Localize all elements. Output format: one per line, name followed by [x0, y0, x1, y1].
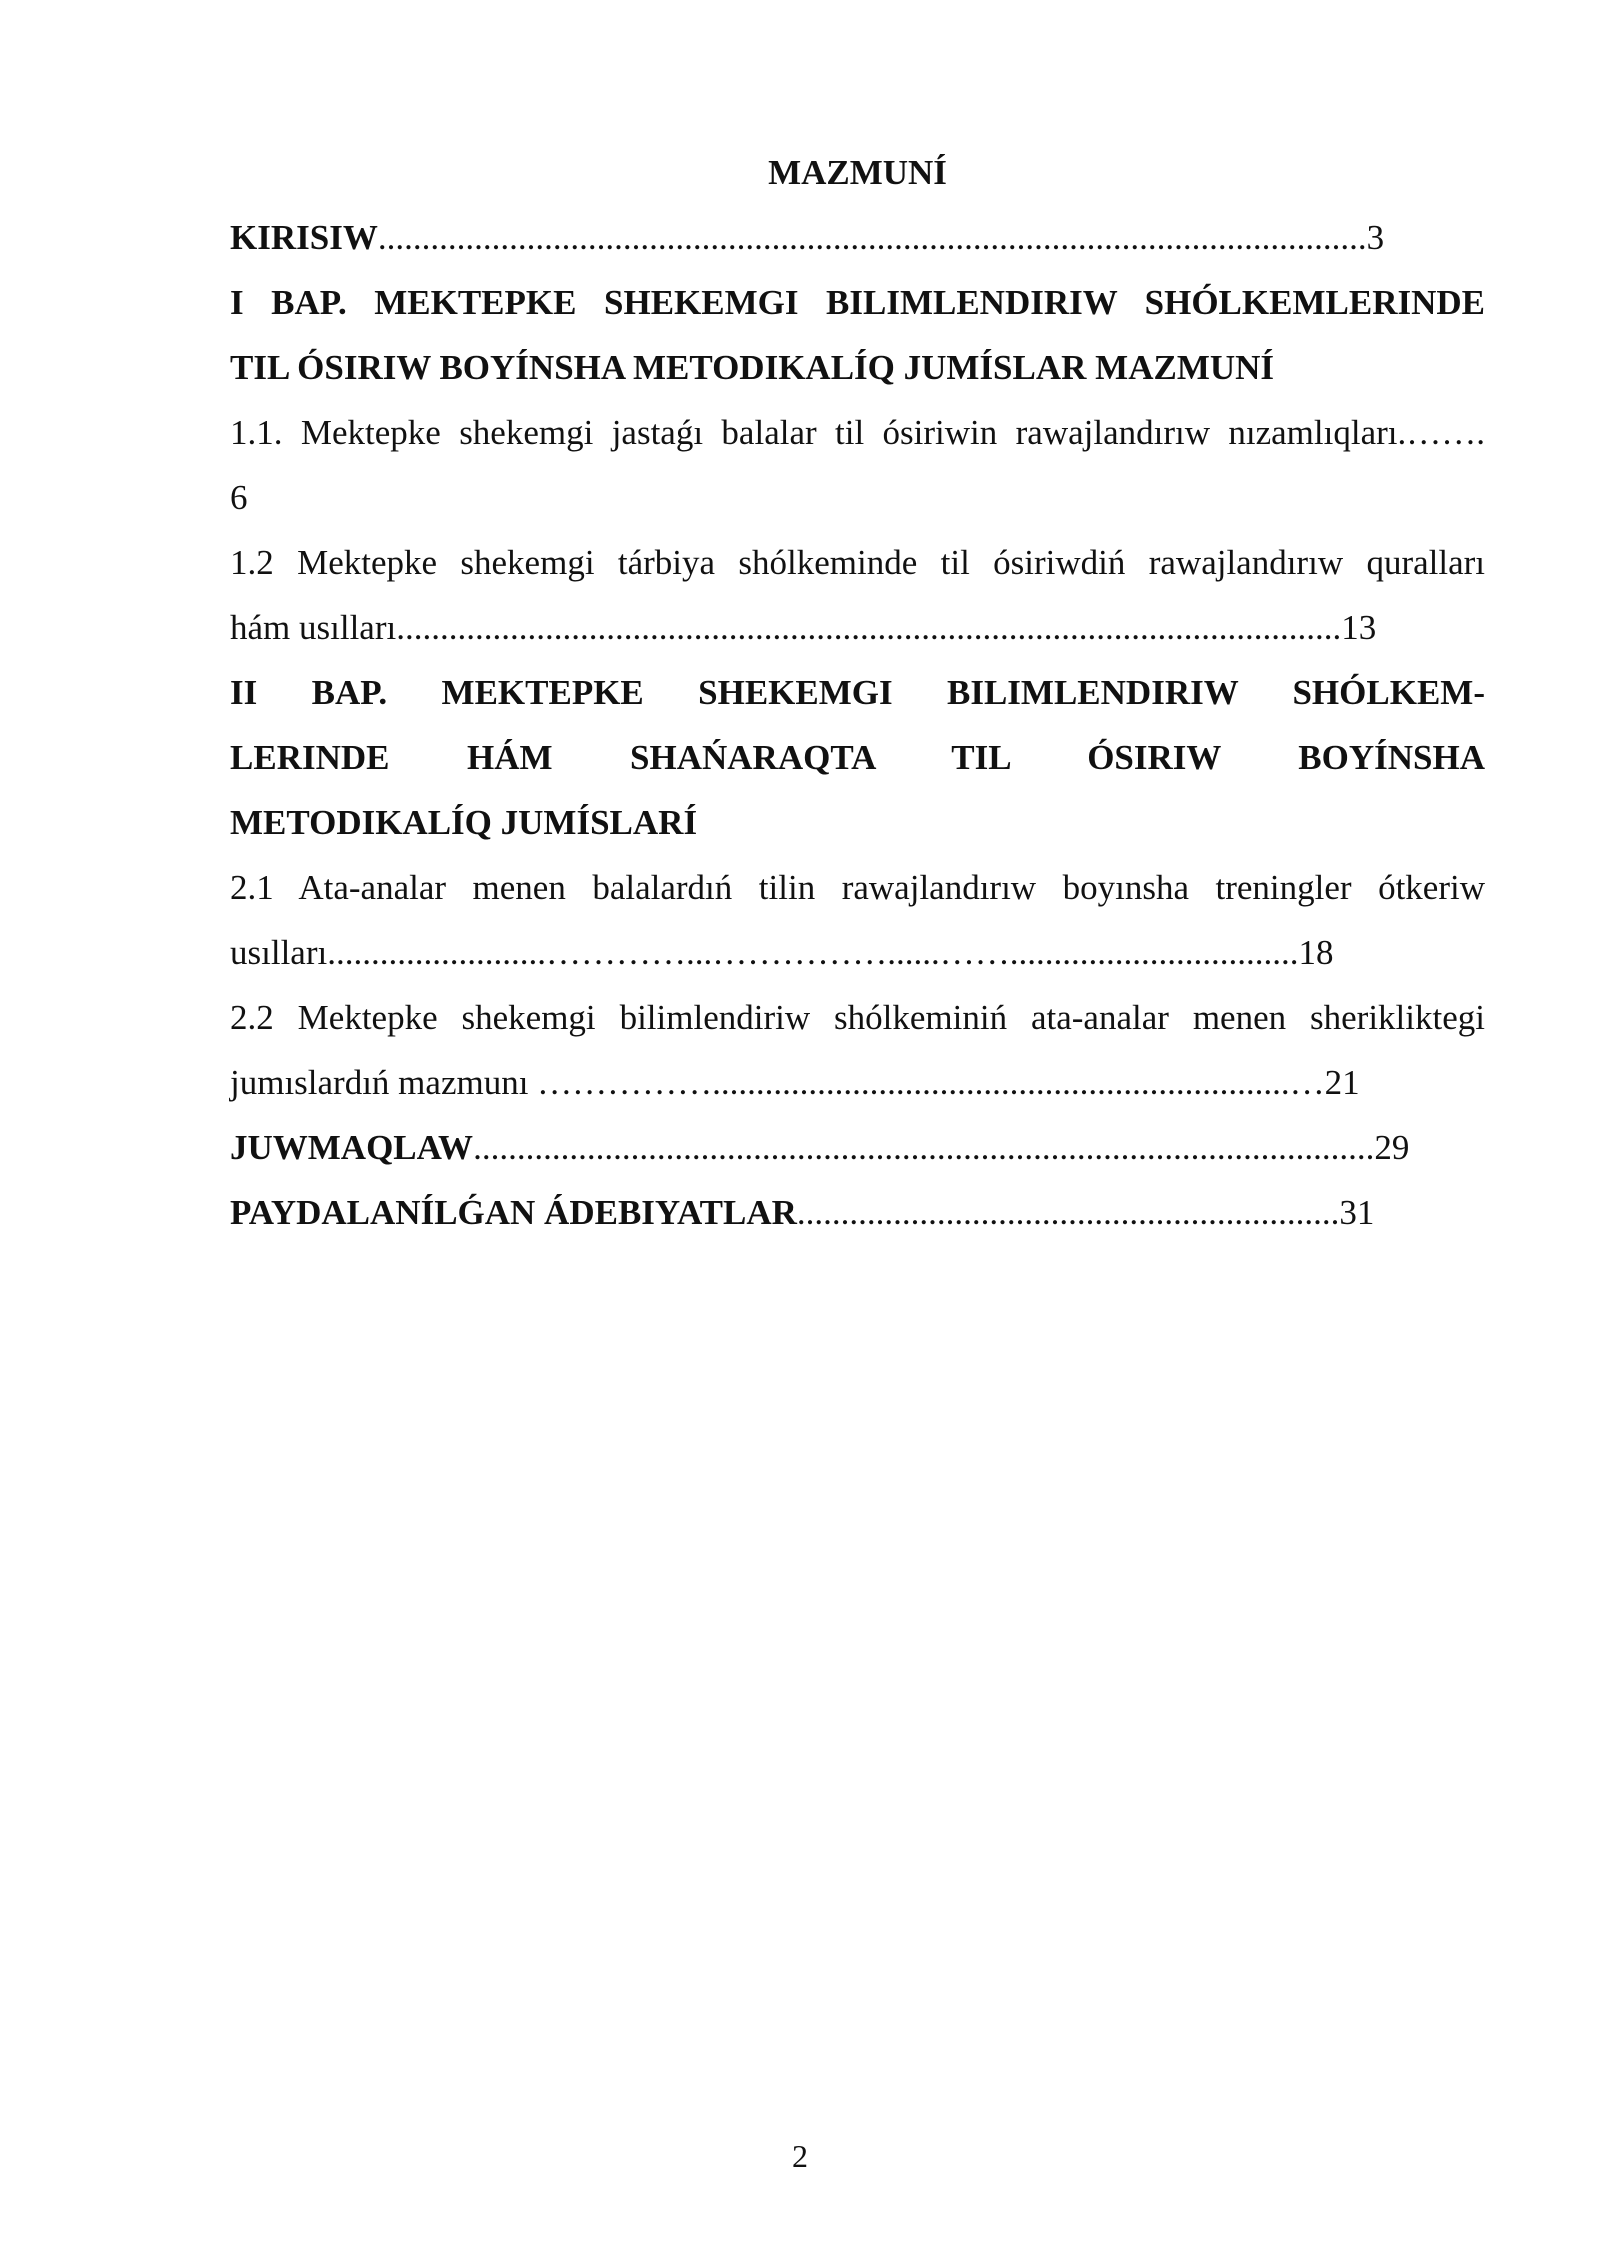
- toc-section-2-1-line-2: usılları.........................…………...……………......…….................................18: [230, 933, 1334, 972]
- toc-entry-conclusion-leader: .......................................................................................................29: [473, 1128, 1410, 1167]
- toc-section-1-1-line-1: 1.1. Mektepke shekemgi jastaǵı balalar til ósiriwin rawajlandırıw nızamlıqları.…….: [230, 413, 1485, 452]
- toc-chapter-2-line-3: METODIKALÍQ JUMÍSLARÍ: [230, 803, 698, 842]
- toc-entry-conclusion: [230, 1115, 1485, 1180]
- toc-chapter-1-line-1: I BAP. MEKTEPKE SHEKEMGI BILIMLENDIRIW SHÓLKEMLERINDE: [230, 283, 1485, 322]
- page-number: 2: [792, 2138, 808, 2174]
- toc-entry-introduction: [230, 205, 1485, 270]
- toc-section-2-2-line-2: jumıslardıń mazmunı ……………..................................................................…21: [230, 1063, 1360, 1102]
- table-of-contents: [230, 140, 1485, 1245]
- toc-chapter-2-line-2: LERINDE HÁM SHAŃARAQTA TIL ÓSIRIW BOYÍNSHA: [230, 738, 1485, 777]
- toc-entry-conclusion-label: JUWMAQLAW: [230, 1128, 474, 1167]
- toc-section-1-2-line-2: hám usılları............................................................................................................13: [230, 608, 1377, 647]
- toc-entry-introduction-leader: .................................................................................................................3: [377, 218, 1385, 257]
- toc-chapter-2-line-1: II BAP. MEKTEPKE SHEKEMGI BILIMLENDIRIW SHÓLKEM-: [230, 673, 1485, 712]
- toc-entry-introduction-label: KIRISIW: [230, 218, 378, 257]
- toc-entry-references-leader: ..............................................................31: [796, 1193, 1375, 1232]
- toc-entry-references-label: PAYDALANÍLǴAN ÁDEBIYATLAR: [230, 1193, 797, 1232]
- toc-title: MAZMUNÍ: [768, 153, 947, 192]
- toc-entry-references: [230, 1180, 1485, 1245]
- toc-section-1-1-page: 6: [230, 478, 248, 517]
- toc-section-1-2-line-1: 1.2 Mektepke shekemgi tárbiya shólkeminde til ósiriwdiń rawajlandırıw quralları: [230, 543, 1485, 582]
- toc-section-2-1-line-1: 2.1 Ata-analar menen balalardıń tilin rawajlandırıw boyınsha treningler ótkeriw: [230, 868, 1485, 907]
- toc-chapter-1-line-2: TIL ÓSIRIW BOYÍNSHA METODIKALÍQ JUMÍSLAR MAZMUNÍ: [230, 348, 1275, 387]
- toc-section-2-2-line-1: 2.2 Mektepke shekemgi bilimlendiriw shólkeminiń ata-analar menen sherikliktegi: [230, 998, 1485, 1037]
